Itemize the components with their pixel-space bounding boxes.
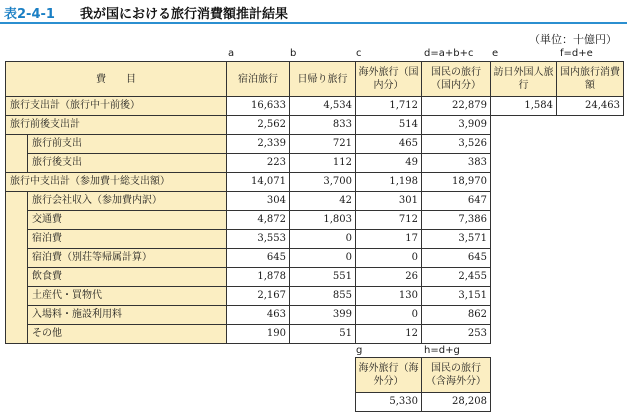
value-cell: 304	[227, 192, 290, 211]
value-cell: 647	[422, 192, 491, 211]
table-row	[6, 325, 491, 344]
table-row	[6, 154, 491, 173]
value-cell: 2,167	[227, 287, 290, 306]
row-label: 旅行前支出	[28, 135, 227, 154]
value-cell: 383	[422, 154, 491, 173]
row-label: 土産代・買物代	[28, 287, 227, 306]
value-cell: 24,463	[557, 97, 624, 116]
col-letter-a: a	[228, 48, 235, 59]
value-cell: 465	[356, 135, 422, 154]
value-cell: 0	[290, 230, 356, 249]
header-col: 訪日外国人旅行	[491, 62, 557, 97]
row-label: 飲食費	[28, 268, 227, 287]
value-cell: 4,534	[290, 97, 356, 116]
col-letter-e: e	[492, 48, 499, 59]
table-row	[6, 287, 491, 306]
header-row	[6, 62, 491, 97]
value-cell: 112	[290, 154, 356, 173]
col-letter-h: h=d+g	[424, 345, 460, 356]
value-cell: 645	[422, 249, 491, 268]
main-table	[5, 61, 491, 344]
header-col: 国内旅行消費額	[557, 62, 624, 97]
value-cell: 51	[290, 325, 356, 344]
value-cell: 855	[290, 287, 356, 306]
header-item: 費 目	[6, 62, 227, 97]
value-cell: 130	[356, 287, 422, 306]
row-label: 宿泊費（別荘等帰属計算）	[28, 249, 227, 268]
table-row	[6, 173, 491, 192]
value-cell: 712	[356, 211, 422, 230]
col-letter-g: g	[356, 345, 363, 356]
table-row	[6, 97, 491, 116]
value-cell: 301	[356, 192, 422, 211]
row-label: 旅行支出計（旅行中十前後）	[6, 97, 227, 116]
col-letter-c: c	[356, 48, 362, 59]
value-cell: 49	[356, 154, 422, 173]
value-cell: 12	[356, 325, 422, 344]
value-cell: 17	[356, 230, 422, 249]
indent-cell	[6, 192, 28, 344]
table-row	[6, 211, 491, 230]
header-col: 宿泊旅行	[227, 62, 290, 97]
col-letter-d: d=a+b+c	[424, 48, 474, 59]
value-cell: 3,553	[227, 230, 290, 249]
value-cell: 7,386	[422, 211, 491, 230]
value-cell: 18,970	[422, 173, 491, 192]
row-label: 宿泊費	[28, 230, 227, 249]
row-label: 交通費	[28, 211, 227, 230]
extra-header-row	[491, 62, 624, 97]
row-label: その他	[28, 325, 227, 344]
value-cell: 0	[290, 249, 356, 268]
value-cell: 1,584	[491, 97, 557, 116]
value-cell: 862	[422, 306, 491, 325]
value-cell: 223	[227, 154, 290, 173]
extra-table	[490, 61, 624, 116]
value-cell: 833	[290, 116, 356, 135]
header-col: 国民の旅行（国内分）	[422, 62, 491, 97]
value-cell: 16,633	[227, 97, 290, 116]
title-underline	[0, 22, 627, 24]
header-col: 国民の旅行（含海外分）	[422, 358, 491, 393]
bottom-table	[355, 357, 491, 412]
value-cell: 1,803	[290, 211, 356, 230]
value-cell: 551	[290, 268, 356, 287]
value-cell: 22,879	[422, 97, 491, 116]
value-cell: 3,526	[422, 135, 491, 154]
table-number: 表2-4-1	[4, 7, 55, 22]
table-row	[6, 306, 491, 325]
value-cell: 399	[290, 306, 356, 325]
value-cell: 26	[356, 268, 422, 287]
value-cell: 28,208	[422, 393, 491, 412]
table-row	[6, 192, 491, 211]
value-cell: 5,330	[356, 393, 422, 412]
table-row	[6, 135, 491, 154]
row-label: 入場料・施設利用料	[28, 306, 227, 325]
value-cell: 190	[227, 325, 290, 344]
value-cell: 0	[356, 306, 422, 325]
row-label: 旅行後支出	[28, 154, 227, 173]
col-letter-f: f=d+e	[560, 48, 593, 59]
row-label: 旅行会社収入（参加費内訳）	[28, 192, 227, 211]
value-cell: 1,198	[356, 173, 422, 192]
table-row	[6, 230, 491, 249]
page-title: 我が国における旅行消費額推計結果	[80, 7, 289, 22]
row-label: 旅行前後支出計	[6, 116, 227, 135]
value-cell: 2,455	[422, 268, 491, 287]
bottom-value-row	[356, 393, 491, 412]
value-cell: 1,878	[227, 268, 290, 287]
title-bar	[0, 0, 627, 24]
value-cell: 645	[227, 249, 290, 268]
table-row	[6, 116, 491, 135]
value-cell: 0	[356, 249, 422, 268]
value-cell: 2,562	[227, 116, 290, 135]
value-cell: 1,712	[356, 97, 422, 116]
extra-value-row	[491, 97, 624, 116]
value-cell: 14,071	[227, 173, 290, 192]
header-col: 海外旅行（海外分）	[356, 358, 422, 393]
value-cell: 4,872	[227, 211, 290, 230]
row-label: 旅行中支出計（参加費十総支出額）	[6, 173, 227, 192]
header-col: 海外旅行（国内分）	[356, 62, 422, 97]
value-cell: 253	[422, 325, 491, 344]
unit-note: （単位：十億円）	[529, 33, 617, 46]
value-cell: 2,339	[227, 135, 290, 154]
col-letter-b: b	[290, 48, 297, 59]
bottom-header-row	[356, 358, 491, 393]
value-cell: 42	[290, 192, 356, 211]
header-col: 日帰り旅行	[290, 62, 356, 97]
value-cell: 721	[290, 135, 356, 154]
value-cell: 3,700	[290, 173, 356, 192]
value-cell: 514	[356, 116, 422, 135]
value-cell: 3,571	[422, 230, 491, 249]
value-cell: 3,151	[422, 287, 491, 306]
indent-cell	[6, 135, 28, 173]
table-row	[6, 249, 491, 268]
table-row	[6, 268, 491, 287]
value-cell: 3,909	[422, 116, 491, 135]
value-cell: 463	[227, 306, 290, 325]
